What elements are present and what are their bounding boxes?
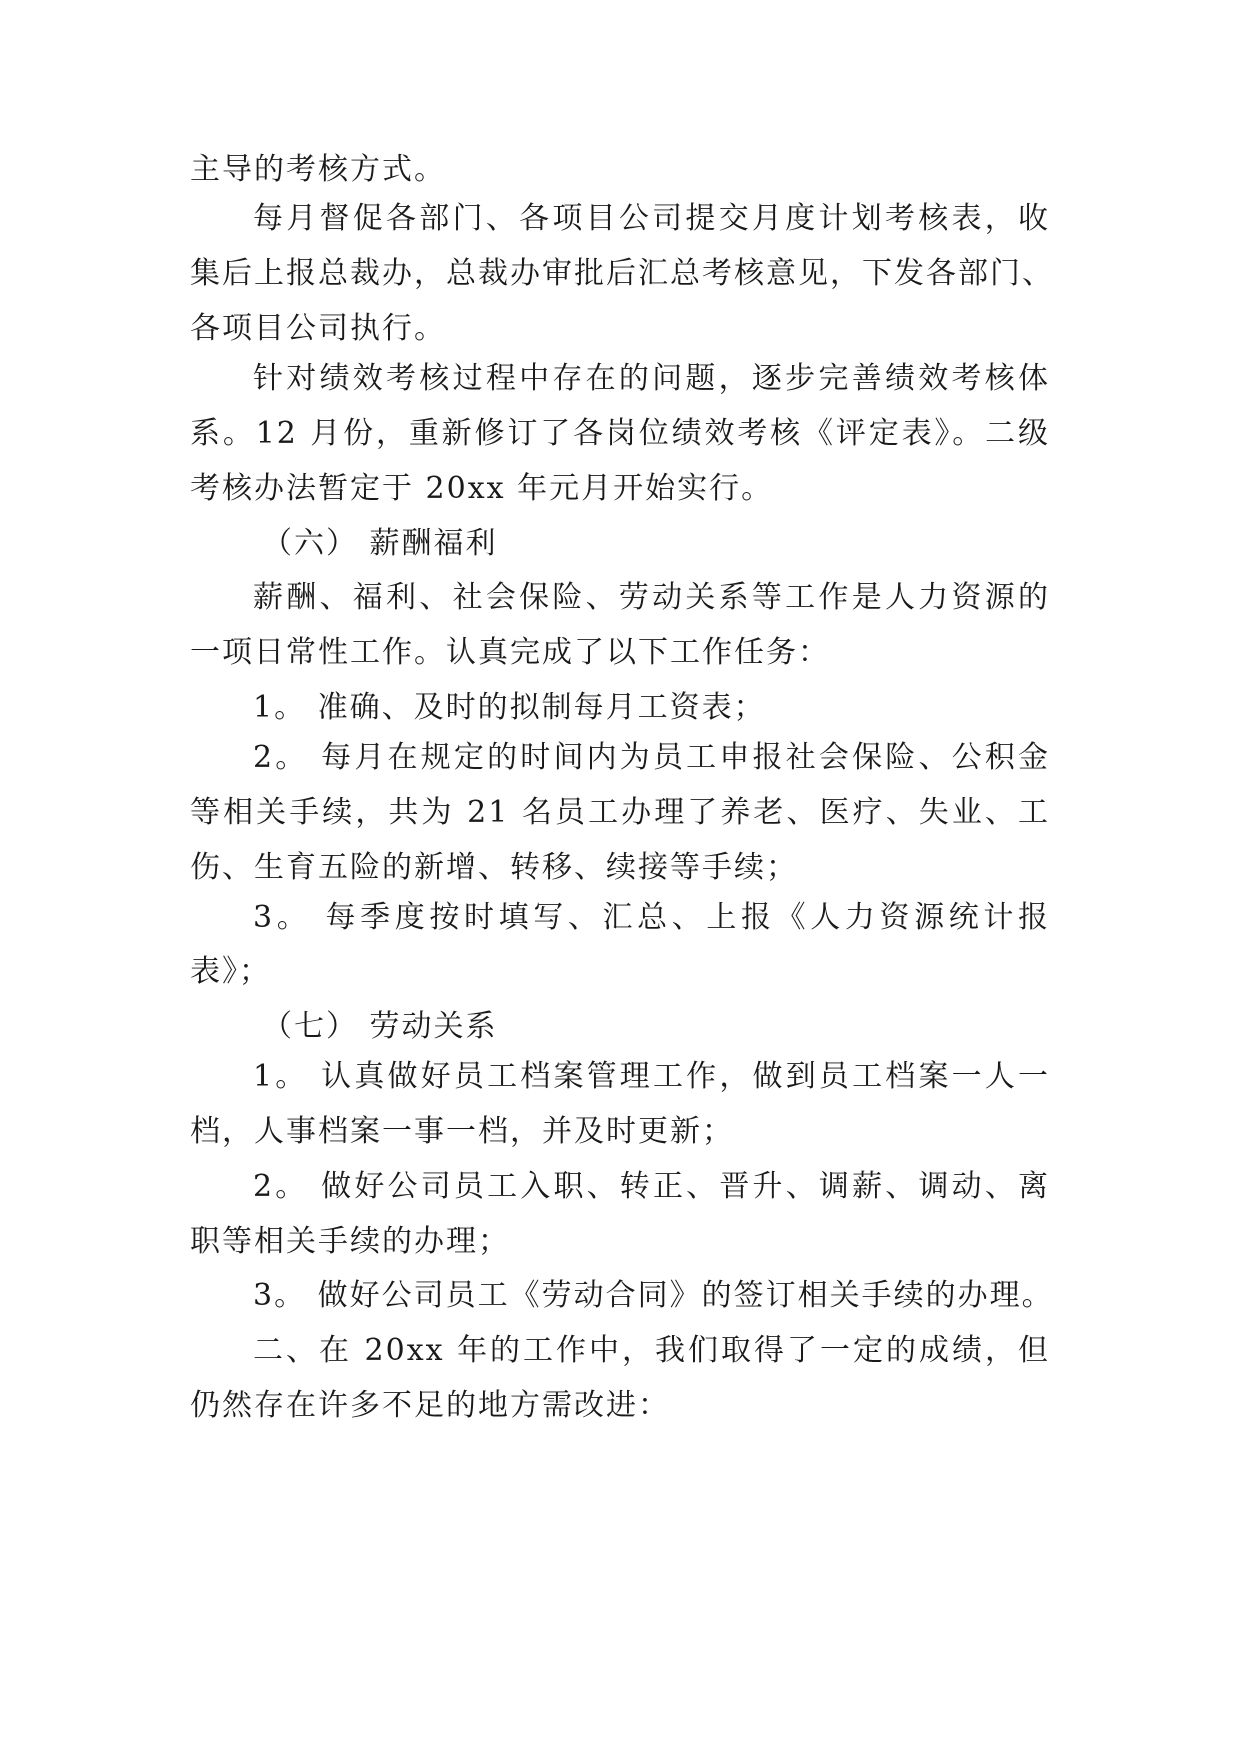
paragraph-first-line: 二、在 20xx 年的工作中，我们取得了一定的成绩，但 [253,1333,1050,1368]
section-heading: （七） 劳动关系 [262,1009,498,1044]
paragraph-first-line: 薪酬、福利、社会保险、劳动关系等工作是人力资源的 [253,580,1050,615]
list-item: 1。 准确、及时的拟制每月工资表； [253,690,766,725]
text-line: 系。12 月份，重新修订了各岗位绩效考核《评定表》。二级 [190,416,1050,451]
section-heading: （六） 薪酬福利 [262,526,498,561]
text-line: 职等相关手续的办理； [190,1224,510,1259]
text-line: 一项日常性工作。认真完成了以下工作任务： [190,635,830,670]
text-line: 各项目公司执行。 [190,311,446,346]
paragraph-first-line: 针对绩效考核过程中存在的问题，逐步完善绩效考核体 [253,361,1050,396]
list-item: 2。 做好公司员工入职、转正、晋升、调薪、调动、离 [253,1169,1050,1204]
list-item: 3。 做好公司员工《劳动合同》的签订相关手续的办理。 [253,1278,1054,1313]
list-item: 3。 每季度按时填写、汇总、上报《人力资源统计报 [253,900,1050,935]
text-line: 考核办法暂定于 20xx 年元月开始实行。 [190,471,774,506]
list-item: 2。 每月在规定的时间内为员工申报社会保险、公积金 [253,740,1050,775]
text-line: 档，人事档案一事一档，并及时更新； [190,1114,734,1149]
paragraph-first-line: 每月督促各部门、各项目公司提交月度计划考核表，收 [253,201,1050,236]
text-line: 表》； [190,954,271,989]
list-item: 1。 认真做好员工档案管理工作，做到员工档案一人一 [253,1059,1050,1094]
text-line: 伤、生育五险的新增、转移、续接等手续； [190,850,798,885]
text-line: 等相关手续，共为 21 名员工办理了养老、医疗、失业、工 [190,795,1050,830]
text-line: 仍然存在许多不足的地方需改进： [190,1388,670,1423]
text-line: 主导的考核方式。 [190,152,446,187]
text-line: 集后上报总裁办，总裁办审批后汇总考核意见，下发各部门、 [190,256,1054,291]
